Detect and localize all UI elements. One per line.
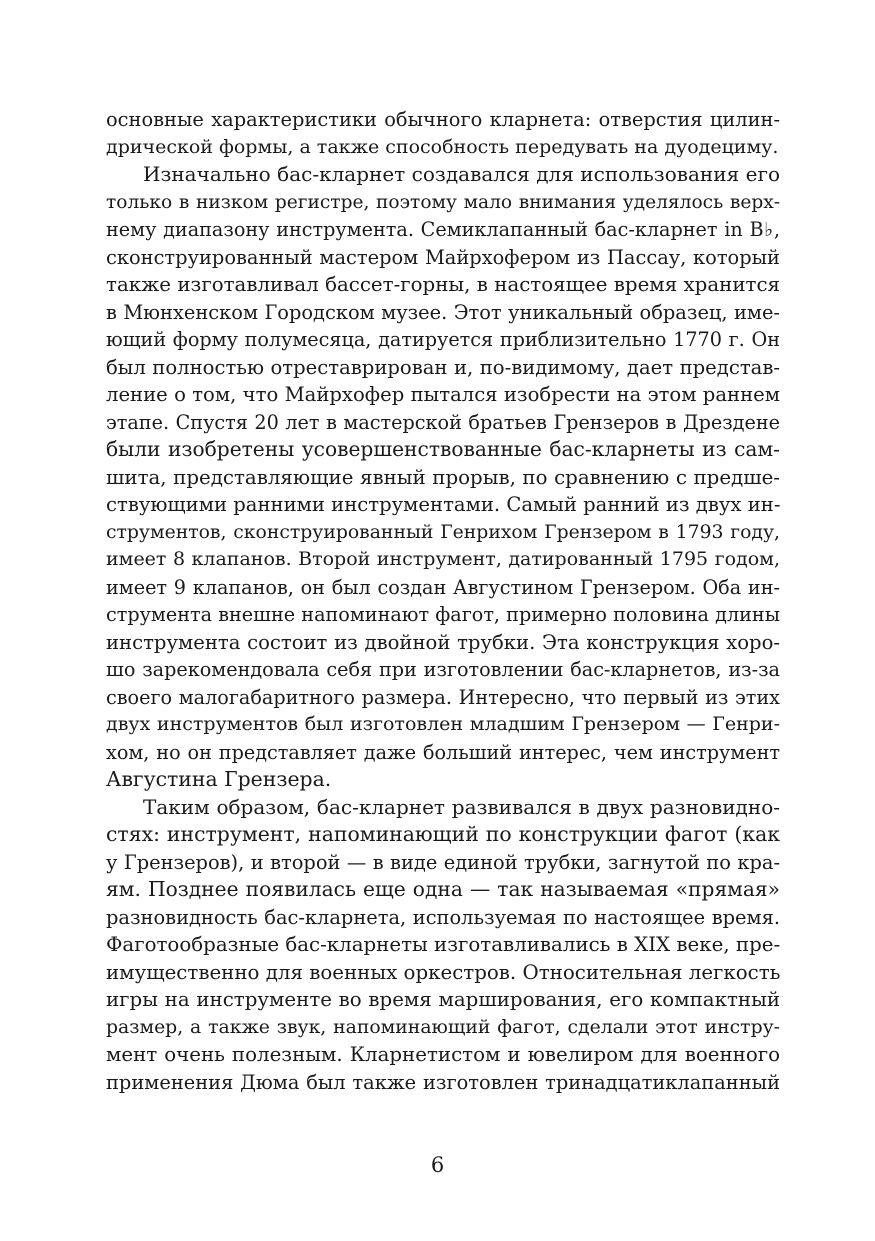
- text-line: имущественно для военных оркестров. Относительная легкость: [106, 960, 781, 984]
- text-line: Фаготообразные бас-кларнеты изготавливались в XIX веке, пре-: [106, 933, 781, 956]
- page-number: 6: [430, 1153, 445, 1177]
- text-line: сконструированный мастером Майрхофером из Пассау, который: [106, 245, 780, 269]
- text-line: ям. Позднее появилась еще одна — так называемая «прямая»: [106, 877, 780, 901]
- text-line: разновидность бас-кларнета, используемая по настоящее время.: [106, 905, 780, 929]
- text-line: в Мюнхенском Городском музее. Этот уникальный образец, име-: [106, 300, 780, 324]
- text-line: дрической формы, а также способность передувать на дуодециму.: [106, 135, 779, 158]
- text-line: применения Дюма был также изготовлен тринадцатиклапанный: [106, 1070, 780, 1094]
- text-line: ющий форму полумесяца, датируется приблизительно 1770 г. Он: [106, 328, 780, 351]
- text-line: размер, а также звук, напоминающий фагот, сделали этот инстру-: [106, 1016, 780, 1038]
- text-line: хом, но он представляет даже больший интерес, чем инструмент: [106, 740, 780, 764]
- text-line: имеет 8 клапанов. Второй инструмент, датированный 1795 годом,: [106, 548, 780, 570]
- text-line: Таким образом, бас-кларнет развивался в двух разновидно-: [143, 794, 780, 819]
- text-line: Изначально бас-кларнет создавался для использования его: [143, 162, 780, 186]
- text-line: шита, представляющие явный прорыв, по сравнению с предше-: [106, 465, 780, 489]
- text-line: струментов, сконструированный Генрихом Грензером в 1793 году,: [106, 521, 780, 543]
- text-line: были изобретены усовершенствованные бас-кларнеты из сам-: [106, 437, 780, 461]
- text-line: двух инструментов был изготовлен младшим Грензером — Генри-: [106, 713, 780, 735]
- text-line: только в низком регистре, поэтому мало внимания уделялось верх-: [106, 191, 780, 213]
- text-line: также изготавливал бассет-горны, в настоящее время хранится: [106, 273, 780, 296]
- text-line: шо зарекомендовала себя при изготовлении бас-кларнетов, из-за: [106, 658, 780, 681]
- page-body: [106, 106, 780, 1096]
- text-line: ление о том, что Майрхофер пытался изобрести на этом раннем: [106, 383, 780, 406]
- text-line: инструмента состоит из двойной трубки. Эта конструкция хоро-: [106, 630, 780, 654]
- text-line: струмента внешне напоминают фагот, примерно половина длины: [106, 603, 780, 626]
- text-line: был полностью отреставрирован и, по-видимому, дает представ-: [106, 355, 780, 379]
- text-line: ствующими ранними инструментами. Самый ранний из двух ин-: [106, 493, 781, 516]
- text-line: Августина Грензера.: [106, 767, 332, 791]
- text-line: у Грензеров), и второй — в виде единой трубки, загнутой по кра-: [106, 850, 780, 874]
- text-line: мент очень полезным. Кларнетистом и ювелиром для военного: [106, 1043, 780, 1066]
- text-line: стях: инструмент, напоминающий по конструкции фагот (как: [106, 822, 780, 846]
- text-line: основные характеристики обычного кларнета: отверстия цилин-: [106, 108, 780, 131]
- text-line: нему диапазону инструмента. Семиклапанный бас-кларнет in B♭,: [106, 218, 780, 241]
- text-line: этапе. Спустя 20 лет в мастерской братьев Грензеров в Дрездене: [106, 410, 780, 434]
- text-line: своего малогабаритного размера. Интересно, что первый из этих: [106, 685, 780, 709]
- text-line: имеет 9 клапанов, он был создан Августином Грензером. Оба ин-: [106, 575, 780, 599]
- text-line: игры на инструменте во время марширования, его компактный: [106, 988, 780, 1011]
